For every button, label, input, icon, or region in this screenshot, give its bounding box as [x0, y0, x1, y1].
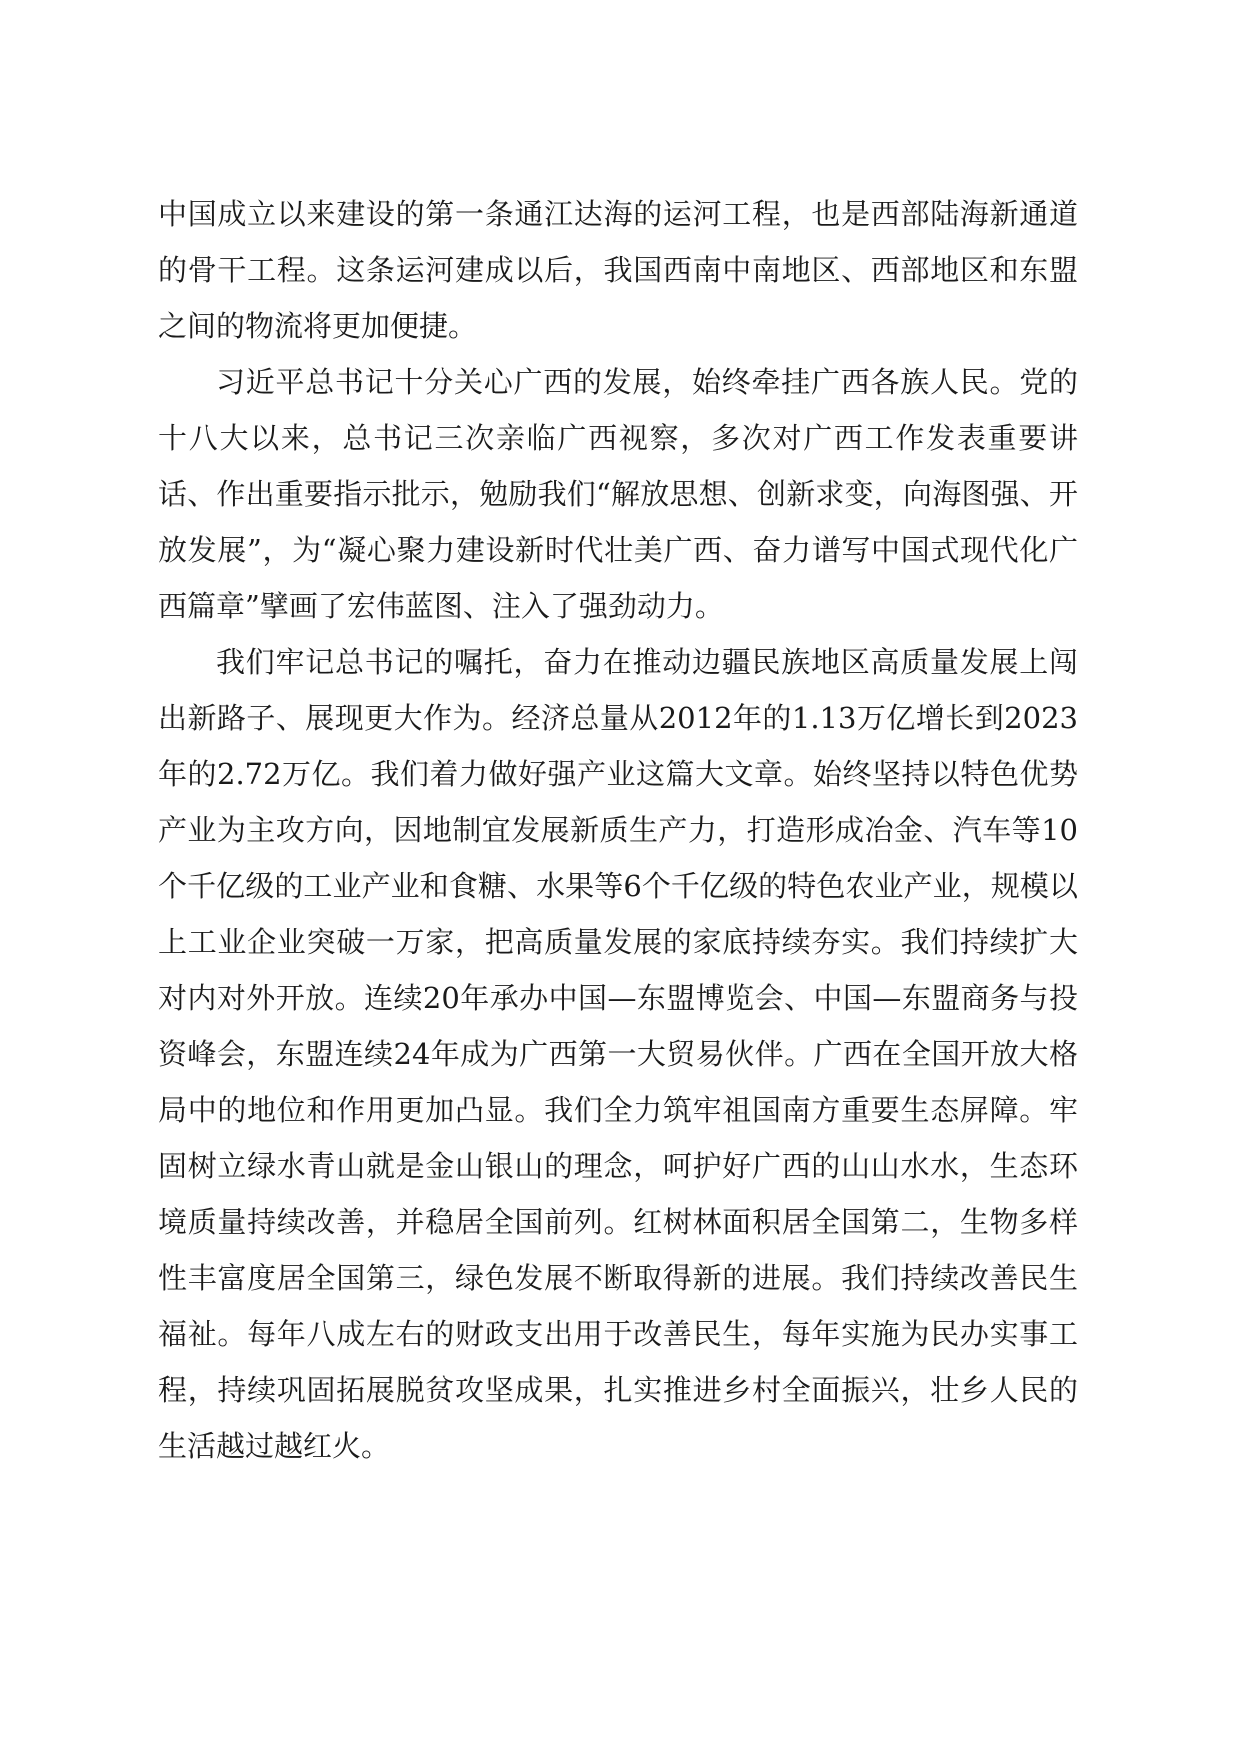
paragraph-continuation: 中国成立以来建设的第一条通江达海的运河工程，也是西部陆海新通道的骨干工程。这条运河建成以后，我国西南中南地区、西部地区和东盟之间的物流将更加便捷。	[158, 197, 1078, 343]
paragraph: 我们牢记总书记的嘱托，奋力在推动边疆民族地区高质量发展上闯出新路子、展现更大作为。经济总量从2012年的1.13万亿增长到2023年的2.72万亿。我们着力做好强产业这篇大文章。始终坚持以特色优势产业为主攻方向，因地制宜发展新质生产力，打造形成冶金、汽车等10个千亿级的工业产业和食糖、水果等6个千亿级的特色农业产业，规模以上工业企业突破一万家，把高质量发展的家底持续夯实。我们持续扩大对内对外开放。连续20年承办中国—东盟博览会、中国—东盟商务与投资峰会，东盟连续24年成为广西第一大贸易伙伴。广西在全国开放大格局中的地位和作用更加凸显。我们全力筑牢祖国南方重要生态屏障。牢固树立绿水青山就是金山银山的理念，呵护好广西的山山水水，生态环境质量持续改善，并稳居全国前列。红树林面积居全国第二，生物多样性丰富度居全国第三，绿色发展不断取得新的进展。我们持续改善民生福祉。每年八成左右的财政支出用于改善民生，每年实施为民办实事工程，持续巩固拓展脱贫攻坚成果，扎实推进乡村全面振兴，壮乡人民的生活越过越红火。	[158, 645, 1078, 1463]
paragraph: 习近平总书记十分关心广西的发展，始终牵挂广西各族人民。党的十八大以来，总书记三次亲临广西视察，多次对广西工作发表重要讲话、作出重要指示批示，勉励我们“解放思想、创新求变，向海图强、开放发展”，为“凝心聚力建设新时代壮美广西、奋力谱写中国式现代化广西篇章”擘画了宏伟蓝图、注入了强劲动力。	[158, 365, 1078, 623]
body-text	[158, 186, 1078, 1474]
